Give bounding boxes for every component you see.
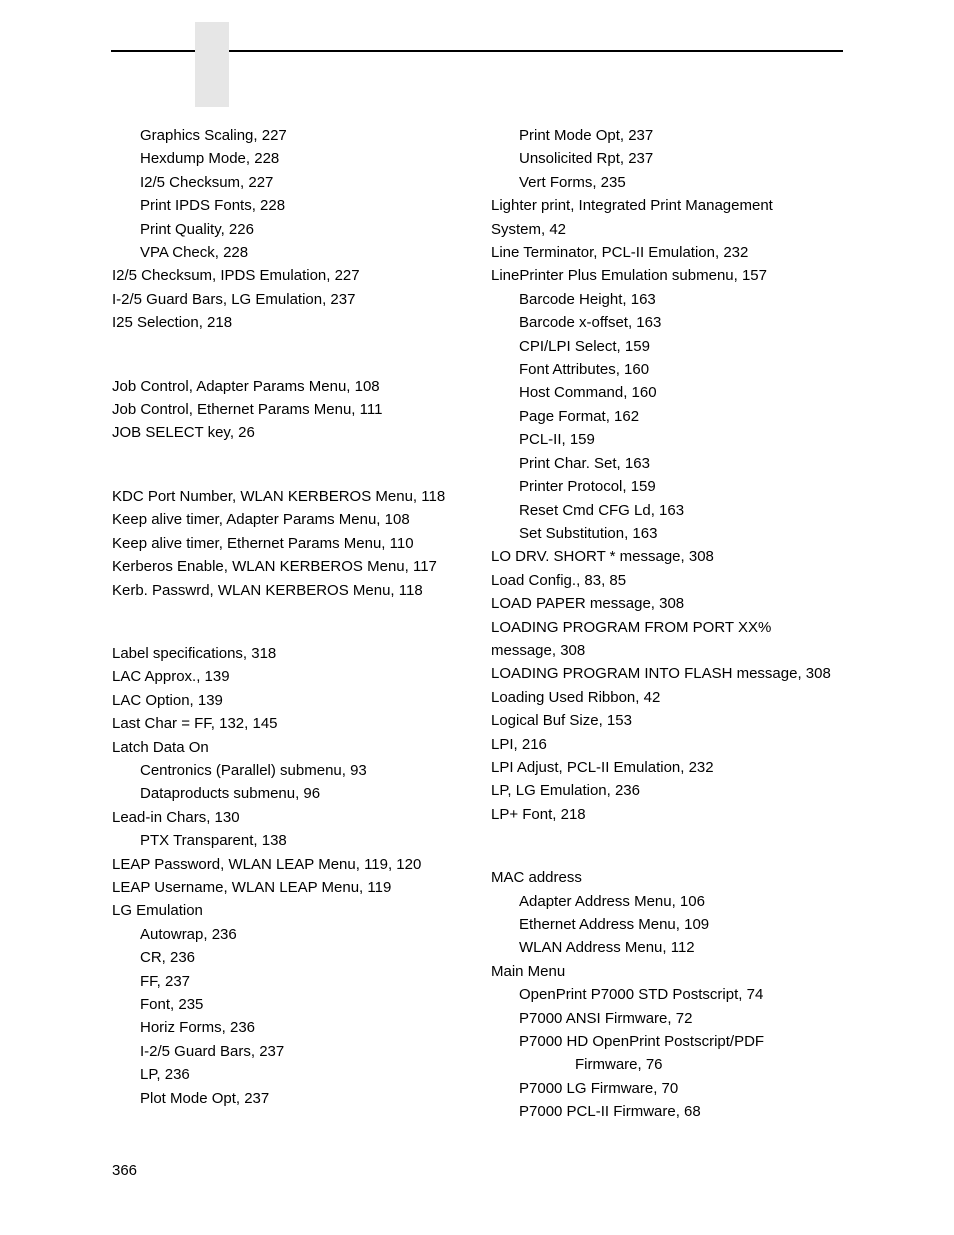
index-entry: LEAP Username, WLAN LEAP Menu, 119 (112, 878, 392, 896)
index-entry: Loading Used Ribbon, 42 (491, 688, 661, 706)
index-subentry: Print Mode Opt, 237 (519, 127, 654, 144)
index-entry: Kerb. Passwrd, WLAN KERBEROS Menu, 118 (112, 581, 423, 599)
index-subentry: FF, 237 (140, 972, 191, 990)
index-subentry: Font, 235 (140, 996, 204, 1013)
page-number: 366 (112, 1162, 138, 1179)
index-subentry: Print Quality, 226 (140, 220, 254, 238)
index-entry: System, 42 (491, 220, 567, 238)
section-gap (112, 602, 492, 642)
index-subentry: Horiz Forms, 236 (140, 1019, 256, 1037)
index-subentry: CPI/LPI Select, 159 (519, 337, 650, 355)
index-subentry: Printer Protocol, 159 (519, 478, 656, 496)
index-subentry: Reset Cmd CFG Ld, 163 (519, 501, 685, 519)
index-entry: LG Emulation (112, 902, 203, 920)
index-subentry: PTX Transparent, 138 (140, 832, 287, 850)
index-entry: I-2/5 Guard Bars, LG Emulation, 237 (112, 290, 356, 308)
index-entry: LEAP Password, WLAN LEAP Menu, 119, 120 (112, 855, 422, 873)
index-entry: LP, LG Emulation, 236 (491, 782, 640, 800)
index-entry: Lead-in Chars, 130 (112, 808, 240, 826)
index-entry: LOADING PROGRAM INTO FLASH message, 308 (491, 665, 831, 683)
index-subentry: Barcode Height, 163 (519, 290, 656, 308)
index-subentry: PCL-II, 159 (519, 431, 595, 449)
index-entry: Last Char = FF, 132, 145 (112, 715, 278, 733)
index-entry: Label specifications, 318 (112, 644, 277, 662)
index-entry: LPI Adjust, PCL-II Emulation, 232 (491, 758, 714, 776)
index-subentry: Vert Forms, 235 (519, 173, 626, 191)
section-gap (112, 445, 492, 485)
index-entry: Logical Buf Size, 153 (491, 712, 632, 730)
index-entry: LP+ Font, 218 (491, 805, 586, 823)
index-column-left (112, 124, 492, 1110)
index-subentry: Page Format, 162 (519, 407, 640, 425)
index-subentry: Print IPDS Fonts, 228 (140, 197, 286, 215)
index-entry: Line Terminator, PCL-II Emulation, 232 (491, 244, 749, 262)
index-entry: Job Control, Adapter Params Menu, 108 (112, 377, 380, 395)
index-entry: KDC Port Number, WLAN KERBEROS Menu, 118 (112, 487, 446, 505)
index-subentry: Host Command, 160 (519, 384, 657, 402)
index-subentry: Firmware, 76 (575, 1056, 663, 1074)
index-subentry: CR, 236 (140, 949, 196, 967)
index-subentry: Unsolicited Rpt, 237 (519, 150, 654, 168)
index-subentry: P7000 LG Firmware, 70 (519, 1079, 679, 1097)
index-subentry: Dataproducts submenu, 96 (140, 785, 321, 803)
index-entry: JOB SELECT key, 26 (112, 424, 255, 442)
index-entry: Load Config., 83, 85 (491, 571, 627, 589)
index-entry: Latch Data On (112, 738, 209, 756)
index-entry: LO DRV. SHORT * message, 308 (491, 548, 714, 566)
chapter-tab-block (195, 22, 229, 107)
index-subentry: Font Attributes, 160 (519, 361, 650, 379)
index-subentry: Barcode x-offset, 163 (519, 314, 662, 332)
index-entry: I25 Selection, 218 (112, 314, 233, 332)
index-entry: LAC Approx., 139 (112, 668, 230, 686)
index-subentry: LP, 236 (140, 1066, 190, 1084)
index-entry: Lighter print, Integrated Print Management (491, 197, 773, 215)
index-subentry: Graphics Scaling, 227 (140, 127, 287, 144)
index-entry: LinePrinter Plus Emulation submenu, 157 (491, 267, 767, 285)
section-gap (112, 335, 492, 375)
index-subentry: P7000 ANSI Firmware, 72 (519, 1009, 693, 1027)
index-entry: LAC Option, 139 (112, 691, 223, 709)
index-entry: Keep alive timer, Adapter Params Menu, 108 (112, 511, 410, 529)
index-subentry: Ethernet Address Menu, 109 (519, 916, 710, 933)
index-subentry: Set Substitution, 163 (519, 524, 658, 542)
index-subentry: Plot Mode Opt, 237 (140, 1089, 270, 1107)
index-entry: Keep alive timer, Ethernet Params Menu, 110 (112, 534, 414, 552)
index-subentry: P7000 PCL-II Firmware, 68 (519, 1103, 701, 1121)
index-subentry: VPA Check, 228 (140, 244, 249, 262)
index-subentry: Autowrap, 236 (140, 925, 237, 943)
index-entry: MAC address (491, 869, 582, 887)
index-entry: Job Control, Ethernet Params Menu, 111 (112, 401, 383, 419)
index-entry: Main Menu (491, 962, 566, 980)
index-subentry: I-2/5 Guard Bars, 237 (140, 1042, 285, 1060)
index-subentry: Hexdump Mode, 228 (140, 150, 280, 168)
index-subentry: OpenPrint P7000 STD Postscript, 74 (519, 986, 764, 1004)
index-subentry: Print Char. Set, 163 (519, 454, 650, 472)
index-subentry: Adapter Address Menu, 106 (519, 892, 705, 910)
index-entry: LPI, 216 (491, 735, 547, 753)
index-entry: message, 308 (491, 641, 586, 659)
index-entry: LOADING PROGRAM FROM PORT XX% (491, 618, 772, 636)
index-entry: I2/5 Checksum, IPDS Emulation, 227 (112, 267, 360, 285)
index-subentry: WLAN Address Menu, 112 (519, 939, 695, 957)
index-column-right (491, 124, 851, 1124)
section-gap (491, 826, 851, 866)
index-subentry: I2/5 Checksum, 227 (140, 173, 274, 191)
index-entry: Kerberos Enable, WLAN KERBEROS Menu, 117 (112, 558, 437, 576)
index-subentry: Centronics (Parallel) submenu, 93 (140, 761, 367, 779)
index-entry: LOAD PAPER message, 308 (491, 595, 685, 613)
index-subentry: P7000 HD OpenPrint Postscript/PDF (519, 1033, 765, 1051)
